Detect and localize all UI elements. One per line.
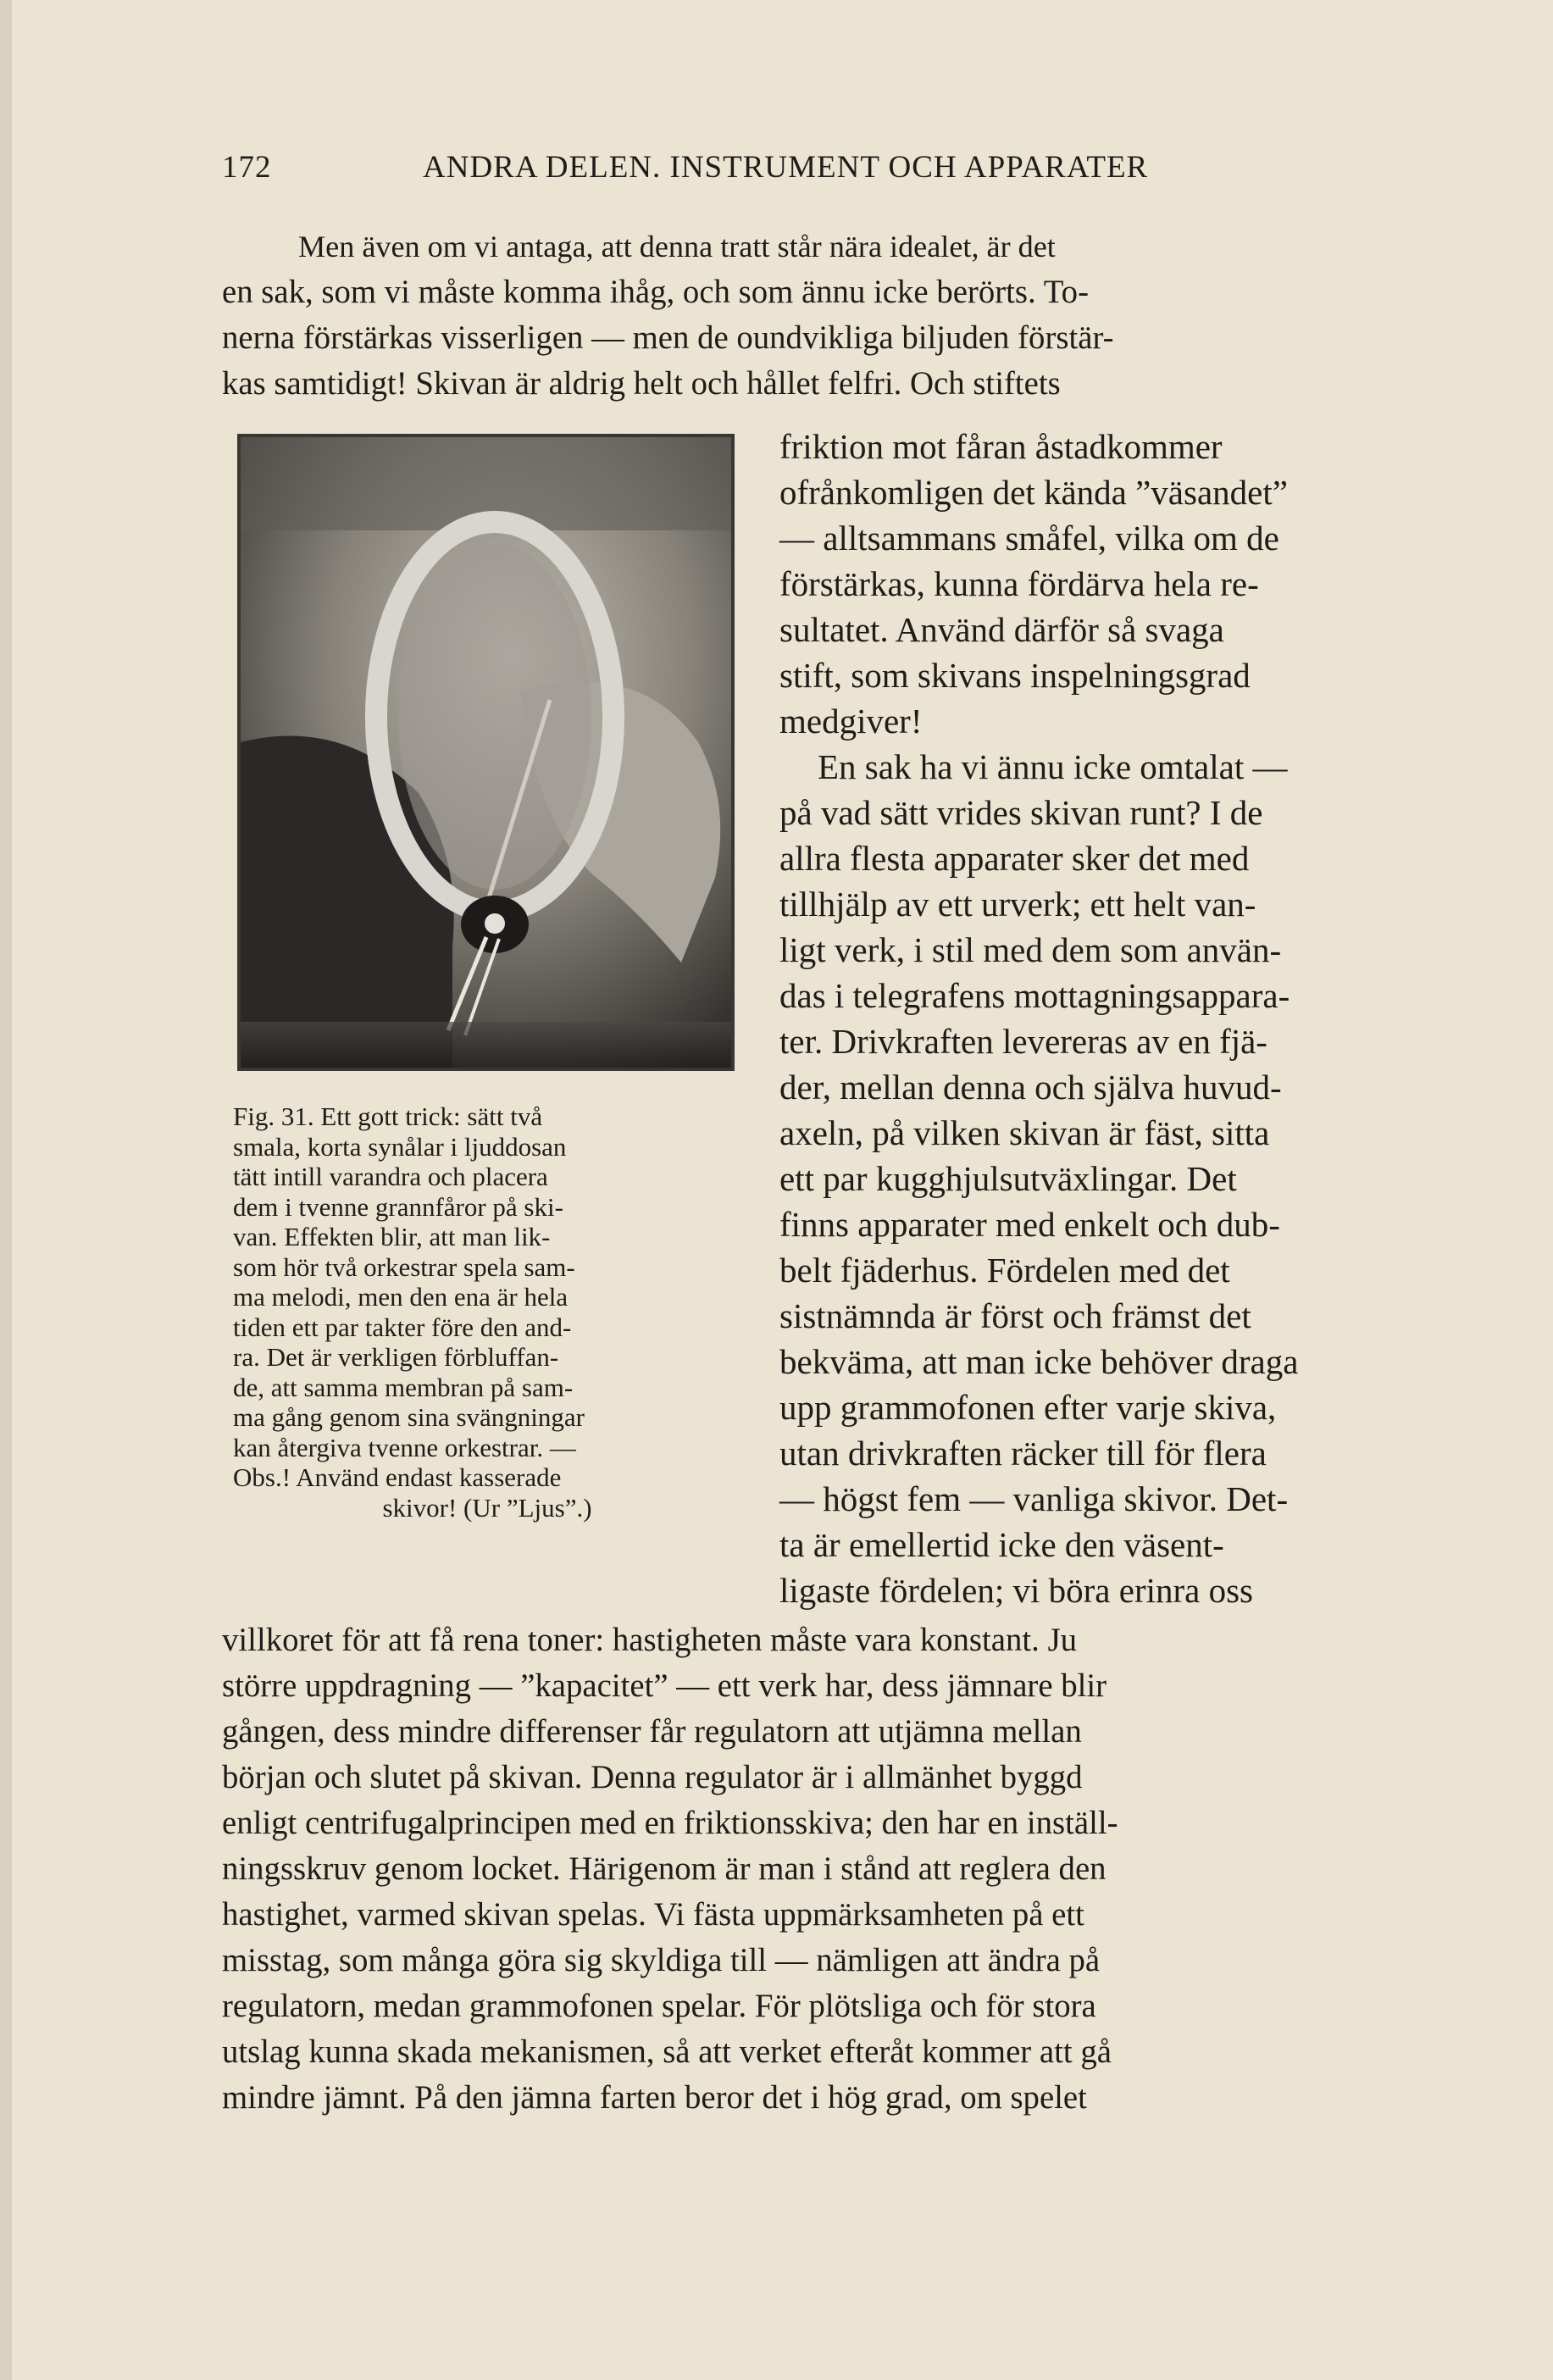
caption-line: som hör två orkestrar spela sam-: [233, 1251, 575, 1282]
top-line: kas samtidigt! Skivan är aldrig helt och hållet felfri. Och stiftets: [222, 365, 1061, 402]
top-line: nerna förstärkas visserligen — men de oundvikliga biljuden förstär-: [222, 319, 1114, 356]
column-line: utan drivkraften räcker till för flera: [779, 1434, 1267, 1473]
column-line: ett par kugghjulsutväxlingar. Det: [779, 1159, 1237, 1198]
column-line: — högst fem — vanliga skivor. Det-: [779, 1479, 1289, 1518]
column-line: stift, som skivans inspelningsgrad: [779, 656, 1251, 695]
caption-line: tätt intill varandra och placera: [233, 1162, 548, 1191]
column-line: ofrånkomligen det kända ”väsandet”: [779, 473, 1288, 512]
caption-line: Obs.! Använd endast kasserade: [233, 1462, 562, 1492]
bottom-line: mindre jämnt. På den jämna farten beror det i hög grad, om spelet: [222, 2079, 1087, 2116]
column-line: — alltsammans småfel, vilka om de: [779, 519, 1279, 558]
column-line: medgiver!: [779, 702, 923, 741]
page-number: 172: [222, 150, 272, 185]
caption-line: smala, korta synålar i ljuddosan: [233, 1131, 567, 1162]
top-line: en sak, som vi måste komma ihåg, och som ännu icke berörts. To-: [222, 274, 1089, 310]
column-line: ligaste fördelen; vi böra erinra oss: [779, 1571, 1254, 1610]
running-head-title: ANDRA DELEN. INSTRUMENT OCH APPARATER: [423, 150, 1149, 185]
caption-line: ma melodi, men den ena är hela: [233, 1282, 569, 1312]
photo-record-surface: [241, 1022, 731, 1068]
column-line: förstärkas, kunna fördärva hela re-: [779, 564, 1259, 603]
column-line: belt fjäderhus. Fördelen med det: [779, 1251, 1230, 1290]
caption-line: Fig. 31. Ett gott trick: sätt två: [233, 1101, 543, 1131]
bottom-line: början och slutet på skivan. Denna regulator är i allmänhet byggd: [222, 1759, 1083, 1795]
column-line: ter. Drivkraften levereras av en fjä-: [779, 1022, 1267, 1061]
bottom-line: större uppdragning — ”kapacitet” — ett verk har, dess jämnare blir: [222, 1667, 1107, 1704]
top-line: Men även om vi antaga, att denna tratt står nära idealet, är det: [298, 230, 1056, 264]
figure-caption: [233, 1101, 741, 1523]
caption-line: dem i tvenne grannfåror på ski-: [233, 1191, 563, 1222]
bottom-line: enligt centrifugalprincipen med en friktionsskiva; den har en inställ-: [222, 1805, 1118, 1841]
column-line: friktion mot fåran åstadkommer: [779, 427, 1223, 466]
column-line: ligt verk, i stil med dem som använ-: [779, 930, 1282, 969]
column-line: bekväma, att man icke behöver draga: [779, 1342, 1299, 1381]
column-line: axeln, på vilken skivan är fäst, sitta: [779, 1113, 1270, 1152]
bottom-line: gången, dess mindre differenser får regulatorn att utjämna mellan: [222, 1713, 1082, 1750]
right-column: [779, 424, 1423, 1613]
figure-photo: [237, 434, 735, 1071]
column-line: ta är emellertid icke den väsent-: [779, 1525, 1224, 1564]
running-head: [222, 144, 1340, 195]
caption-line: van. Effekten blir, att man lik-: [233, 1222, 551, 1251]
photo-holder-screw: [485, 913, 505, 934]
column-line: tillhjälp av ett urverk; ett helt van-: [779, 885, 1256, 924]
bottom-line: villkoret för att få rena toner: hastigheten måste vara konstant. Ju: [222, 1622, 1078, 1658]
column-line: finns apparater med enkelt och dub-: [779, 1205, 1280, 1244]
column-line: på vad sätt vrides skivan runt? I de: [779, 793, 1263, 832]
caption-line: de, att samma membran på sam-: [233, 1372, 574, 1402]
column-line: das i telegrafens mottagningsappara-: [779, 976, 1290, 1015]
column-line: upp grammofonen efter varje skiva,: [779, 1388, 1277, 1427]
caption-line: ra. Det är verkligen förbluffan-: [233, 1342, 559, 1372]
column-line: der, mellan denna och själva huvud-: [779, 1068, 1282, 1107]
photo-drawing: [241, 437, 731, 1068]
bottom-line: misstag, som många göra sig skyldiga till — nämligen att ändra på: [222, 1942, 1101, 1978]
column-line: sultatet. Använd därför så svaga: [779, 610, 1224, 649]
caption-line: tiden ett par takter före den and-: [233, 1312, 572, 1342]
bottom-line: regulatorn, medan grammofonen spelar. För plötsliga och för stora: [222, 1988, 1096, 2024]
bottom-line: ningsskruv genom locket. Härigenom är man i stånd att reglera den: [222, 1850, 1107, 1887]
column-line: sistnämnda är först och främst det: [779, 1296, 1251, 1335]
caption-line: kan återgiva tvenne orkestrar. —: [233, 1432, 576, 1462]
column-line: En sak ha vi ännu icke omtalat —: [818, 747, 1288, 786]
column-line: allra flesta apparater sker det med: [779, 839, 1250, 878]
photo-soundbox-membrane: [398, 544, 591, 890]
bottom-line: utslag kunna skada mekanismen, så att verket efteråt kommer att gå: [222, 2033, 1112, 2070]
caption-line: skivor! (Ur ”Ljus”.): [382, 1492, 592, 1523]
bottom-line: hastighet, varmed skivan spelas. Vi fästa uppmärksamheten på ett: [222, 1896, 1084, 1933]
caption-line: ma gång genom sina svängningar: [233, 1402, 585, 1432]
